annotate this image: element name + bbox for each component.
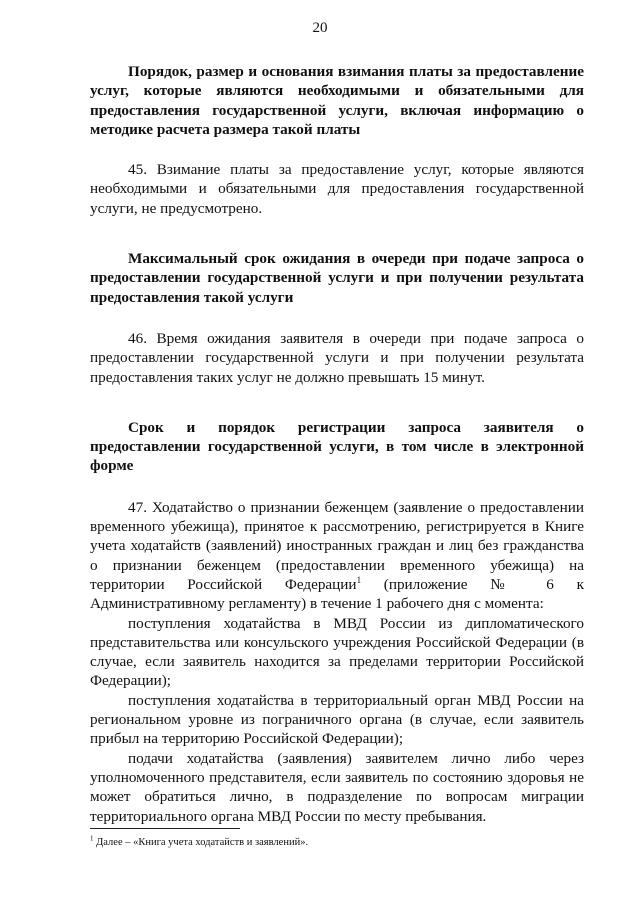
list-item: поступления ходатайства в МВД России из дипломатического представительства или консульского учреждения Российской Федерации (в случае, если заявитель находится за пределами территории Российской Федерации); xyxy=(90,614,584,690)
page-body xyxy=(90,62,584,826)
list-item: подачи ходатайства (заявления) заявителем лично либо через уполномоченного представителя, если заявитель по состоянию здоровья не может обратиться лично, в подразделение по вопросам миграции территориального органа МВД России по месту пребывания. xyxy=(90,749,584,825)
list-item: поступления ходатайства в территориальный орган МВД России на региональном уровне из пограничного органа (в случае, если заявитель прибыл на территорию Российской Федерации); xyxy=(90,691,584,748)
paragraph-47-text-end: (приложение № 6 к Административному регламенту) в течение 1 рабочего дня с момента: xyxy=(90,575,584,613)
footnote xyxy=(90,836,584,849)
paragraph-45: 45. Взимание платы за предоставление услуг, которые являются необходимыми и обязательными для предоставления государственной услуги, не предусмотрено. xyxy=(90,161,584,217)
page-number: 20 xyxy=(312,20,328,36)
section-heading-queue-time: Максимальный срок ожидания в очереди при подаче запроса о предоставлении государственной услуги и при получении результата предоставления такой услуги xyxy=(90,250,584,306)
footnote-mark: 1 xyxy=(90,834,94,843)
footnote-divider xyxy=(90,828,240,829)
paragraph-47 xyxy=(90,498,584,614)
footnote-reference: 1 xyxy=(356,574,362,585)
footnote-text: Далее – «Книга учета ходатайств и заявлений». xyxy=(93,837,309,848)
section-heading-fees: Порядок, размер и основания взимания платы за предоставление услуг, которые являются необходимыми и обязательными для предоставления государственной услуги, включая информацию о методике расчета размера такой платы xyxy=(90,63,584,138)
paragraph-46: 46. Время ожидания заявителя в очереди при подаче запроса о предоставлении государственной услуги и при получении результата предоставления таких услуг не должно превышать 15 минут. xyxy=(90,329,584,386)
paragraph-47-text-start: 47. Ходатайство о признании беженцем (заявление о предоставлении временного убежища), принятое к рассмотрению, регистрируется в Книге учета ходатайств (заявлений) иностранных граждан и лиц без гражданства о признании беженцем (предоставлении временного убежища) на территории Российской Федерации xyxy=(90,498,584,593)
section-heading-registration: Срок и порядок регистрации запроса заявителя о предоставлении государственной услуги, в том числе в электронной форме xyxy=(90,418,584,475)
